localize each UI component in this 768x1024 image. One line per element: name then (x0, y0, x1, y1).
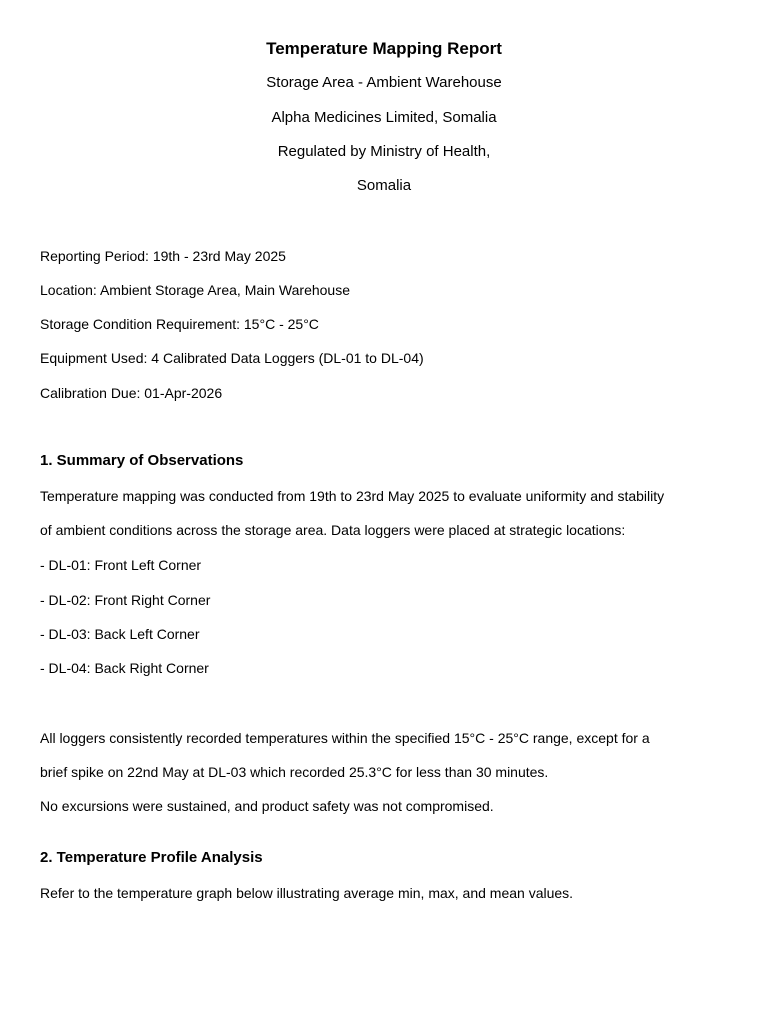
section1-intro-line: of ambient conditions across the storage area. Data loggers were placed at strategic locations: (40, 522, 626, 538)
detail-location: Location: Ambient Storage Area, Main Warehouse (40, 282, 350, 298)
section1-intro-line: Temperature mapping was conducted from 19th to 23rd May 2025 to evaluate uniformity and stability (40, 488, 665, 504)
detail-storage-condition: Storage Condition Requirement: 15°C - 25°C (40, 316, 319, 332)
findings-line: All loggers consistently recorded temperatures within the specified 15°C - 25°C range, except for a (40, 730, 650, 746)
subtitle-storage-area: Storage Area - Ambient Warehouse (266, 74, 502, 91)
section2-text: Refer to the temperature graph below illustrating average min, max, and mean values. (40, 885, 574, 901)
section1-heading: 1. Summary of Observations (40, 452, 244, 469)
logger-list-item: - DL-02: Front Right Corner (40, 592, 211, 608)
section2-heading: 2. Temperature Profile Analysis (40, 849, 263, 866)
subtitle-company: Alpha Medicines Limited, Somalia (271, 109, 497, 126)
logger-list-item: - DL-01: Front Left Corner (40, 557, 202, 573)
logger-list-item: - DL-03: Back Left Corner (40, 626, 200, 642)
detail-calibration-due: Calibration Due: 01-Apr-2026 (40, 385, 223, 401)
detail-reporting-period: Reporting Period: 19th - 23rd May 2025 (40, 248, 286, 264)
findings-line: No excursions were sustained, and product safety was not compromised. (40, 798, 494, 814)
findings-line: brief spike on 22nd May at DL-03 which recorded 25.3°C for less than 30 minutes. (40, 764, 549, 780)
subtitle-country: Somalia (356, 177, 412, 194)
report-title: Temperature Mapping Report (266, 39, 502, 58)
logger-list-item: - DL-04: Back Right Corner (40, 660, 209, 676)
detail-equipment: Equipment Used: 4 Calibrated Data Loggers (DL-01 to DL-04) (40, 350, 424, 366)
subtitle-regulator: Regulated by Ministry of Health, (277, 143, 491, 160)
